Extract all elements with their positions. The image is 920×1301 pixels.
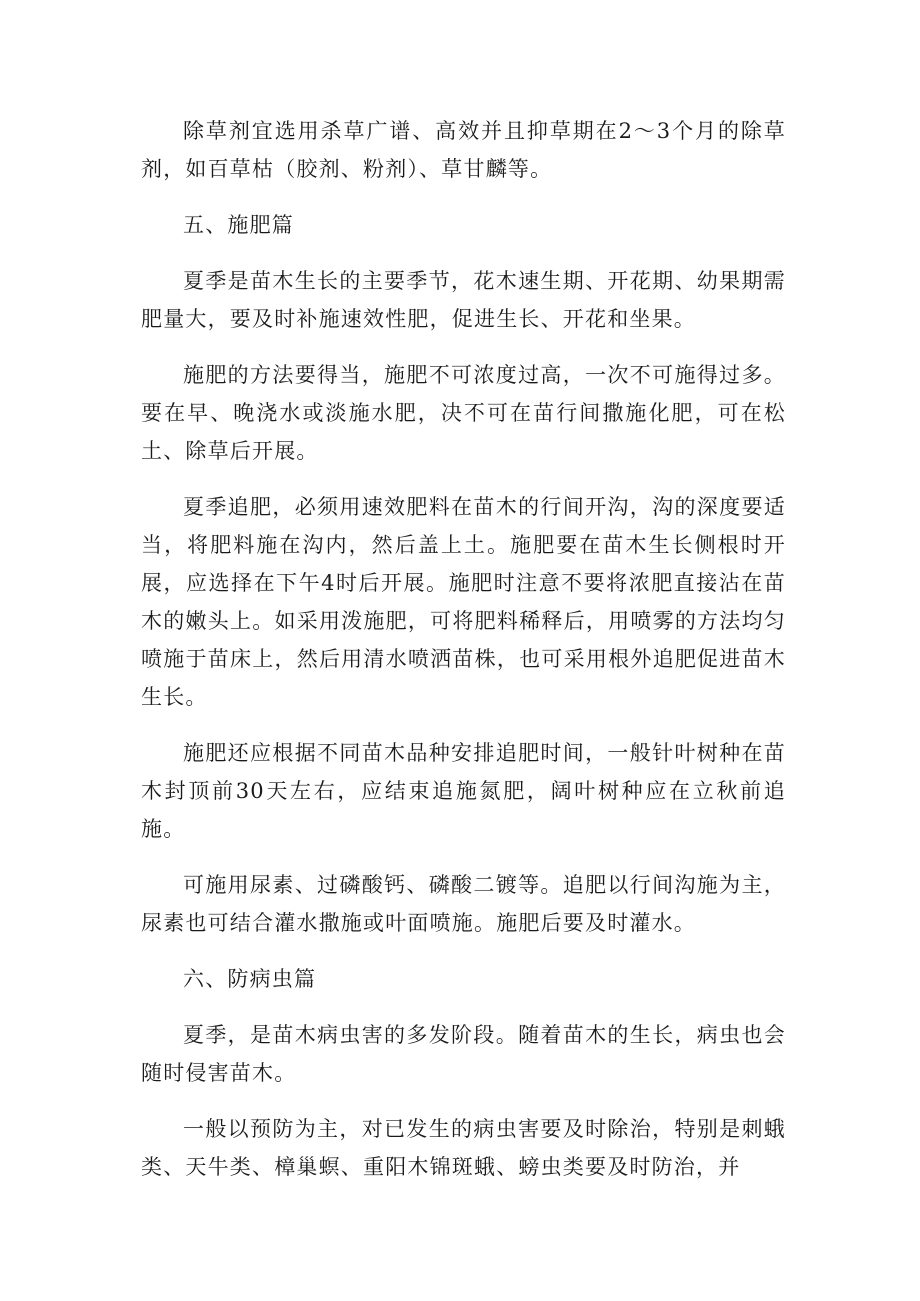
- paragraph-prevention: 一般以预防为主，对已发生的病虫害要及时除治，特别是刺蛾类、天牛类、樟巢螟、重阳木锦斑蛾、螃虫类要及时防治，并: [141, 1117, 786, 1179]
- paragraph-fertilizing-method: 施肥的方法要得当，施肥不可浓度过高，一次不可施得过多。要在早、晚浇水或淡施水肥，决不可在苗行间撒施化肥，可在松土、除草后开展。: [141, 363, 786, 463]
- paragraph-pest-season: 夏季，是苗木病虫害的多发阶段。随着苗木的生长，病虫也会随时侵害苗木。: [141, 1023, 786, 1085]
- paragraph-fertilizer-types: 可施用尿素、过磷酸钙、磷酸二镀等。追肥以行间沟施为主，尿素也可结合灌水撒施或叶面喷施。施肥后要及时灌水。: [141, 873, 786, 935]
- section-heading-pest-control: 六、防病虫篇: [183, 967, 317, 991]
- paragraph-topdressing-timing: 施肥还应根据不同苗木品种安排追肥时间，一般针叶树种在苗木封顶前30天左右，应结束追施氮肥，阔叶树种应在立秋前追施。: [141, 741, 786, 841]
- document-body: [141, 112, 786, 1204]
- paragraph-herbicide: 除草剂宜选用杀草广谱、高效并且抑草期在2～3个月的除草剂，如百草枯（胶剂、粉剂）、草甘麟等。: [141, 119, 786, 181]
- paragraph-summer-growth: 夏季是苗木生长的主要季节，花木速生期、开花期、幼果期需肥量大，要及时补施速效性肥，促进生长、开花和坐果。: [141, 269, 786, 331]
- section-heading-fertilizing: 五、施肥篇: [183, 213, 294, 237]
- paragraph-summer-topdressing: 夏季追肥，必须用速效肥料在苗木的行间开沟，沟的深度要适当，将肥料施在沟内，然后盖上土。施肥要在苗木生长侧根时开展，应选择在下午4时后开展。施肥时注意不要将浓肥直接沾在苗木的嫩头上。如采用泼施肥，可将肥料稀释后，用喷雾的方法均匀喷施于苗床上，然后用清水喷洒苗株，也可采用根外追肥促进苗木生长。: [141, 495, 786, 709]
